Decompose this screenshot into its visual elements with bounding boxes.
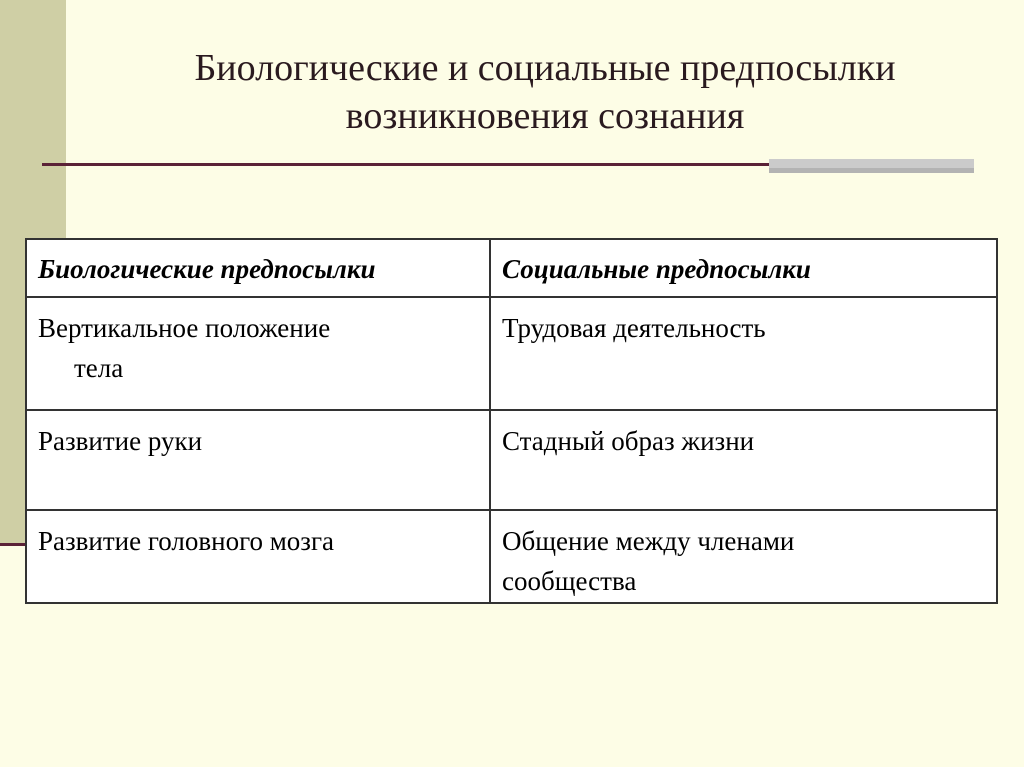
cell-text: Вертикальное положение [38, 313, 331, 343]
cell-social [490, 297, 997, 410]
cell-social [490, 410, 997, 510]
slide-title [70, 44, 1020, 140]
slide-title-line-1: Биологические и социальные предпосылки [194, 47, 896, 89]
table-row [26, 510, 997, 603]
cell-text-continued: сообщества [502, 566, 637, 596]
cell-text: Развитие головного мозга [38, 526, 335, 556]
title-underline [42, 163, 770, 166]
cell-text: Развитие руки [38, 426, 203, 456]
table-header-row [26, 239, 997, 297]
cell-biological [26, 410, 490, 510]
cell-biological [26, 297, 490, 410]
slide-title-line-2: возникновения сознания [345, 95, 745, 137]
cell-text-continued: тела [74, 353, 124, 383]
cell-text: Стадный образ жизни [502, 426, 755, 456]
cell-biological [26, 510, 490, 603]
prerequisites-table [25, 238, 998, 604]
table-row [26, 297, 997, 410]
header-social: Социальные предпосылки [490, 239, 997, 297]
cell-text: Общение между членами [502, 526, 795, 556]
title-accent-bar [769, 159, 974, 168]
table-row [26, 410, 997, 510]
cell-social [490, 510, 997, 603]
header-biological: Биологические предпосылки [26, 239, 490, 297]
cell-text: Трудовая деятельность [502, 313, 766, 343]
